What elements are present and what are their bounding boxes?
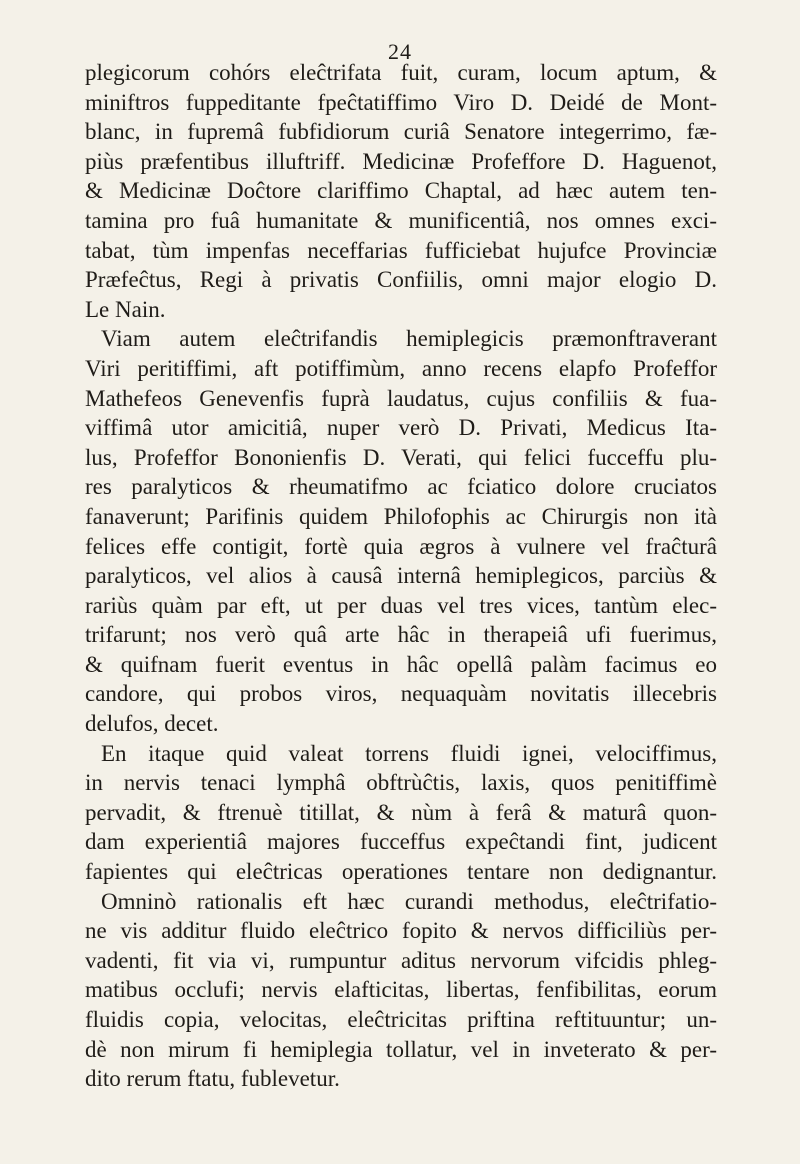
latin-text-block bbox=[85, 58, 717, 1094]
text-line: Præfeĉtus, Regi à privatis Confiilis, omni major elogio D. bbox=[85, 267, 717, 293]
text-line: & Medicinæ Doĉtore clariffimo Chaptal, ad hæc autem ten- bbox=[85, 178, 717, 204]
text-line: Omninò rationalis eft hæc curandi methodus, eleĉtrifatio- bbox=[101, 888, 717, 914]
text-line: plegicorum cohórs eleĉtrifata fuit, curam, locum aptum, & bbox=[85, 60, 717, 85]
text-line: Viam autem eleĉtrifandis hemiplegicis præmonftraverant bbox=[101, 326, 717, 352]
text-line: res paralyticos & rheumatifmo ac fciatico dolore cruciatos bbox=[85, 474, 717, 500]
text-line: Le Nain. bbox=[85, 296, 166, 322]
text-line: candore, qui probos viros, nequaquàm novitatis illecebris bbox=[85, 681, 717, 707]
text-line: delufos, decet. bbox=[85, 711, 219, 737]
text-line: & quifnam fuerit eventus in hâc opellâ palàm facimus eo bbox=[85, 651, 717, 677]
text-line: rariùs quàm par eft, ut per duas vel tres vices, tantùm elec- bbox=[85, 592, 717, 618]
text-line: felices effe contigit, fortè quia ægros à vulnere vel fraĉturâ bbox=[85, 533, 717, 559]
text-line: lus, Profeffor Bononienfis D. Verati, qui felici fucceffu plu- bbox=[85, 444, 717, 470]
text-line: dam experientiâ majores fucceffus expeĉtandi fint, judicent bbox=[85, 829, 717, 855]
text-line: paralyticos, vel alios à causâ internâ hemiplegicos, parciùs & bbox=[85, 563, 717, 589]
page-number: 24 bbox=[388, 39, 412, 64]
text-line: vadenti, fit via vi, rumpuntur aditus nervorum vifcidis phleg- bbox=[85, 947, 717, 973]
text-line: tabat, tùm impenfas neceffarias fufficiebat hujufce Provinciæ bbox=[85, 237, 717, 263]
text-line: ne vis additur fluido eleĉtrico fopito & nervos difficiliùs per- bbox=[85, 918, 717, 944]
text-line: dito rerum ftatu, fublevetur. bbox=[85, 1066, 340, 1092]
text-line: miniftros fuppeditante fpeĉtatiffimo Viro D. Deidé de Mont- bbox=[85, 89, 717, 115]
text-line: trifarunt; nos verò quâ arte hâc in therapeiâ ufi fuerimus, bbox=[85, 622, 717, 648]
text-line: dè non mirum fi hemiplegia tollatur, vel in inveterato & per- bbox=[85, 1036, 717, 1062]
text-line: fanaverunt; Parifinis quidem Philofophis ac Chirurgis non ità bbox=[85, 503, 717, 529]
text-line: fapientes qui eleĉtricas operationes tentare non dedignantur. bbox=[85, 859, 717, 885]
text-line: Mathefeos Genevenfis fuprà laudatus, cujus confiliis & fua- bbox=[85, 385, 717, 411]
text-line: blanc, in fupremâ fubfidiorum curiâ Senatore integerrimo, fæ- bbox=[85, 119, 717, 145]
text-line: Viri peritiffimi, aft potiffimùm, anno recens elapfo Profeffor bbox=[85, 355, 717, 381]
text-line: pervadit, & ftrenuè titillat, & nùm à ferâ & maturâ quon- bbox=[85, 799, 717, 825]
text-line: in nervis tenaci lymphâ obftrùĉtis, laxis, quos penitiffimè bbox=[85, 770, 717, 796]
text-line: viffimâ utor amicitiâ, nuper verò D. Privati, Medicus Ita- bbox=[85, 415, 717, 441]
text-line: piùs præfentibus illuftriff. Medicinæ Profeffore D. Haguenot, bbox=[85, 148, 717, 174]
text-line: fluidis copia, velocitas, eleĉtricitas priftina reftituuntur; un- bbox=[85, 1007, 717, 1032]
text-line: matibus occlufi; nervis elafticitas, libertas, fenfibilitas, eorum bbox=[85, 977, 717, 1003]
text-line: tamina pro fuâ humanitate & munificentiâ, nos omnes exci- bbox=[85, 207, 717, 233]
text-line: En itaque quid valeat torrens fluidi ignei, velociffimus, bbox=[101, 740, 717, 766]
